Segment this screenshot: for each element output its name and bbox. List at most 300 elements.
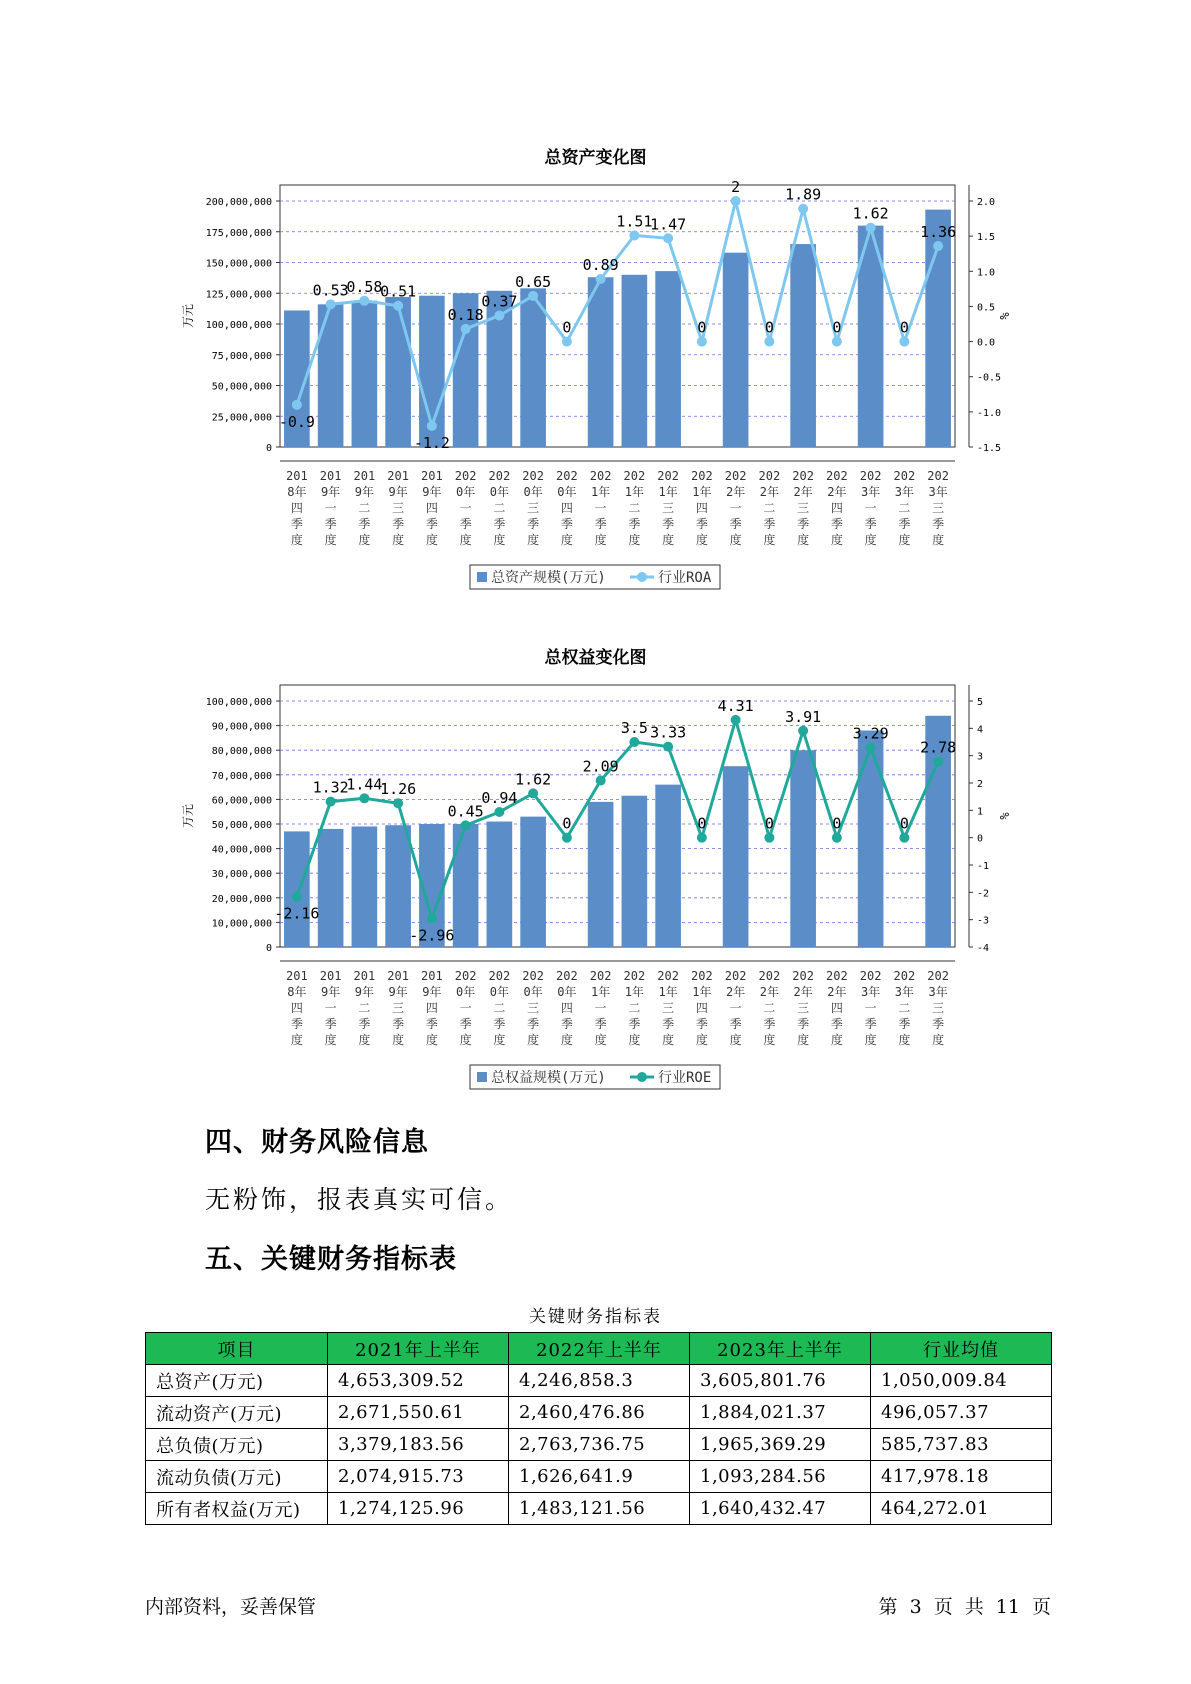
line-point [427,914,437,924]
x-tick-label: 度 [628,1033,641,1047]
line-point [629,737,639,747]
x-tick-label: 202 [556,969,578,983]
x-tick-label: 201 [319,469,342,483]
table-cell: 总资产(万元) [146,1365,328,1397]
x-tick-label: 二 [763,1001,776,1015]
x-tick-label: 二 [628,501,641,515]
data-label: 1.62 [852,204,889,223]
x-tick-label: 0年 [456,485,476,499]
x-tick-label: 2年 [793,485,813,499]
x-tick-label: 0年 [489,485,509,499]
x-tick-label: 度 [662,1033,675,1047]
line-point [663,233,673,243]
y-axis-label: 万元 [181,303,195,329]
table-cell: 总负债(万元) [146,1429,328,1461]
bar [453,824,479,947]
bar [588,802,614,947]
table-row [146,1461,1052,1493]
x-tick-label: 9年 [422,985,442,999]
line-point [764,337,774,347]
line-point [461,324,471,334]
y2-tick-label: 4 [977,724,984,736]
x-tick-label: 三 [932,1001,945,1015]
bar [318,829,344,947]
bar [790,750,816,947]
x-tick-label: 202 [691,469,713,483]
x-tick-label: 202 [691,969,713,983]
y-tick-label: 40,000,000 [211,844,272,856]
y2-tick-label: 2 [977,779,984,790]
y2-tick-label: -0.5 [977,372,1002,384]
x-tick-label: 季 [729,1017,742,1031]
x-tick-label: 202 [488,469,511,483]
data-label: 0.65 [515,272,552,291]
bar [723,253,749,447]
line-point [899,833,909,843]
data-label: 1.89 [785,185,822,204]
x-tick-label: 2年 [759,985,779,999]
x-tick-label: 度 [797,1033,810,1047]
legend-bar-swatch [477,572,487,582]
data-label: 1.36 [920,222,957,241]
data-label: 0 [832,318,842,337]
y2-axis-label: % [997,312,1011,320]
y2-tick-label: 5 [977,697,984,708]
bar [858,731,884,947]
x-tick-label: 四 [560,501,573,515]
line-point [866,223,876,233]
table-cell: 1,050,009.84 [871,1365,1052,1397]
x-tick-label: 季 [493,1017,506,1031]
y-tick-label: 60,000,000 [211,795,272,807]
x-tick-label: 202 [488,969,511,983]
table-cell: 2,763,736.75 [509,1429,690,1461]
x-tick-label: 度 [932,1033,945,1047]
data-label: 2.78 [920,738,957,757]
x-tick-label: 度 [695,1033,708,1047]
line-point [596,274,606,284]
data-label: 0.58 [346,277,383,296]
x-tick-label: 0年 [523,985,543,999]
x-tick-label: 度 [763,533,776,547]
x-tick-label: 季 [425,1017,438,1031]
data-label: 2 [731,178,741,196]
x-tick-label: 一 [594,501,607,515]
line-point [798,204,808,214]
bar [487,822,513,947]
x-tick-label: 度 [560,1033,573,1047]
x-tick-label: 季 [898,1017,911,1031]
x-tick-label: 三 [527,501,540,515]
x-tick-label: 度 [898,533,911,547]
x-tick-label: 度 [290,533,303,547]
x-tick-label: 四 [830,501,843,515]
x-tick-label: 202 [454,469,477,483]
line-point [832,833,842,843]
x-tick-label: 二 [358,1001,371,1015]
x-tick-label: 202 [927,969,949,983]
table-header-cell: 2023年上半年 [690,1333,871,1365]
x-tick-label: 1年 [658,985,678,999]
x-tick-label: 2年 [726,485,746,499]
line-point [798,726,808,736]
risk-body-text: 无粉饰，报表真实可信。 [205,1185,514,1214]
x-tick-label: 季 [662,517,675,531]
table-cell: 2,671,550.61 [328,1397,509,1429]
data-label: 2.09 [582,757,619,776]
x-tick-label: 二 [358,501,371,515]
x-tick-label: 202 [758,969,781,983]
x-tick-label: 三 [392,501,405,515]
line-point [933,757,943,767]
x-tick-label: 一 [324,1001,337,1015]
line-point [697,833,707,843]
x-tick-label: 度 [662,533,675,547]
x-tick-label: 季 [695,1017,708,1031]
x-tick-label: 一 [864,501,877,515]
y-tick-label: 200,000,000 [205,197,272,208]
data-label: 0.37 [481,292,518,311]
x-tick-label: 0年 [557,985,577,999]
data-label: 0 [562,814,572,833]
x-tick-label: 202 [927,469,949,483]
line-point [427,421,437,431]
x-tick-label: 202 [589,969,612,983]
x-tick-label: 202 [826,969,848,983]
table-caption: 关键财务指标表 [529,1307,662,1327]
line-point [629,230,639,240]
x-tick-label: 二 [898,1001,911,1015]
x-tick-label: 度 [290,1033,303,1047]
table-cell: 2,460,476.86 [509,1397,690,1429]
x-tick-label: 四 [830,1001,843,1015]
line-point [326,299,336,309]
x-tick-label: 201 [421,469,443,483]
table-row [146,1429,1052,1461]
x-tick-label: 2年 [827,485,847,499]
x-tick-label: 202 [589,469,612,483]
table-cell: 流动负债(万元) [146,1461,328,1493]
table-header-cell: 2021年上半年 [328,1333,509,1365]
x-tick-label: 度 [425,533,438,547]
x-tick-label: 201 [353,969,376,983]
table-cell: 1,626,641.9 [509,1461,690,1493]
x-tick-label: 二 [493,1001,506,1015]
data-label: 0 [697,318,707,337]
x-tick-label: 季 [594,517,607,531]
x-tick-label: 三 [797,501,810,515]
x-tick-label: 1年 [624,485,644,499]
x-tick-label: 9年 [422,485,442,499]
line-point [697,337,707,347]
x-tick-label: 202 [724,469,747,483]
x-tick-label: 9年 [321,985,341,999]
x-tick-label: 季 [358,1017,371,1031]
x-tick-label: 度 [898,1033,911,1047]
line-point [562,337,572,347]
bar [352,826,378,947]
x-tick-label: 季 [527,517,540,531]
x-tick-label: 202 [859,969,882,983]
x-tick-label: 201 [286,969,308,983]
x-tick-label: 季 [763,1017,776,1031]
x-tick-label: 1年 [591,485,611,499]
y2-tick-label: 0.5 [977,302,996,314]
x-tick-label: 季 [425,517,438,531]
x-tick-label: 201 [387,469,409,483]
table-cell: 1,640,432.47 [690,1493,871,1525]
x-tick-label: 202 [657,469,679,483]
y-tick-label: 80,000,000 [211,746,272,758]
data-label: 3.91 [785,707,822,726]
x-tick-label: 四 [695,501,708,515]
bar [352,301,378,447]
x-tick-label: 9年 [354,485,374,499]
data-label: 1.51 [616,212,653,231]
line-point [292,892,302,902]
y2-tick-label: -1.0 [977,407,1002,419]
x-tick-label: 8年 [287,985,307,999]
line-point [292,400,302,410]
y-tick-label: 100,000,000 [205,320,272,331]
x-tick-label: 201 [286,469,308,483]
y2-tick-label: 2.0 [977,197,996,208]
y2-tick-label: -3 [977,915,990,927]
data-label: -1.2 [413,433,450,452]
x-tick-label: 度 [459,533,472,547]
x-tick-label: 202 [522,969,544,983]
x-tick-label: 三 [662,1001,675,1015]
y-tick-label: 90,000,000 [211,721,272,733]
data-label: 3.29 [852,724,889,743]
x-tick-label: 度 [695,533,708,547]
table-cell: 417,978.18 [871,1461,1052,1493]
bar [655,271,681,447]
x-tick-label: 四 [560,1001,573,1015]
x-tick-label: 202 [556,469,578,483]
x-tick-label: 四 [290,1001,303,1015]
x-tick-label: 季 [527,1017,540,1031]
x-tick-label: 季 [594,1017,607,1031]
x-tick-label: 度 [527,1033,540,1047]
x-tick-label: 1年 [692,985,712,999]
x-tick-label: 一 [729,501,742,515]
x-tick-label: 度 [864,533,877,547]
x-tick-label: 201 [387,969,409,983]
y-tick-label: 0 [265,943,272,954]
x-tick-label: 3年 [861,485,881,499]
x-tick-label: 季 [358,517,371,531]
x-tick-label: 季 [628,517,641,531]
x-tick-label: 季 [628,1017,641,1031]
x-tick-label: 季 [695,517,708,531]
x-tick-label: 季 [392,517,405,531]
bar [385,825,411,947]
line-point [528,788,538,798]
table-cell: 3,379,183.56 [328,1429,509,1461]
x-tick-label: 度 [628,533,641,547]
bar [520,288,546,447]
data-label: -2.96 [409,926,455,945]
x-tick-label: 2年 [726,985,746,999]
x-tick-label: 四 [695,1001,708,1015]
x-tick-label: 3年 [894,485,914,499]
x-tick-label: 2年 [759,485,779,499]
x-tick-label: 度 [830,533,843,547]
table-cell: 1,884,021.37 [690,1397,871,1429]
x-tick-label: 四 [425,1001,438,1015]
legend-line-label: 行业ROA [658,570,712,586]
bar [318,304,344,447]
x-tick-label: 0年 [456,985,476,999]
x-tick-label: 度 [324,1033,337,1047]
x-tick-label: 8年 [287,485,307,499]
table-cell: 所有者权益(万元) [146,1493,328,1525]
section-heading-risk: 四、财务风险信息 [205,1127,429,1158]
assets-chart-svg [0,175,1191,595]
x-tick-label: 度 [358,533,371,547]
x-tick-label: 季 [797,1017,810,1031]
x-tick-label: 1年 [658,485,678,499]
table-header-cell: 2022年上半年 [509,1333,690,1365]
table-header-cell: 行业均值 [871,1333,1052,1365]
data-label: 1.26 [380,780,417,799]
x-tick-label: 季 [290,1017,303,1031]
data-label: 3.5 [620,719,648,737]
x-tick-label: 1年 [692,485,712,499]
x-tick-label: 一 [864,1001,877,1015]
table-cell: 1,274,125.96 [328,1493,509,1525]
x-tick-label: 201 [319,969,342,983]
x-tick-label: 季 [864,517,877,531]
x-tick-label: 一 [594,1001,607,1015]
x-tick-label: 度 [729,533,742,547]
line-point [731,196,741,206]
y-tick-label: 0 [265,443,272,454]
x-tick-label: 0年 [489,985,509,999]
y-tick-label: 50,000,000 [211,381,272,393]
x-tick-label: 2年 [827,985,847,999]
x-tick-label: 季 [830,1017,843,1031]
y2-tick-label: 1 [977,806,984,818]
data-label: 0.18 [447,305,484,324]
x-tick-label: 度 [560,533,573,547]
line-point [461,820,471,830]
x-tick-label: 202 [893,469,916,483]
data-label: 1.44 [346,775,383,794]
data-label: 0.51 [380,282,417,301]
table-cell: 4,246,858.3 [509,1365,690,1397]
x-tick-label: 三 [527,1001,540,1015]
line-point [393,798,403,808]
x-tick-label: 度 [459,1033,472,1047]
y2-axis-label: % [997,812,1011,820]
x-tick-label: 度 [797,533,810,547]
x-tick-label: 一 [324,501,337,515]
x-tick-label: 3年 [861,985,881,999]
x-tick-label: 三 [932,501,945,515]
y-tick-label: 10,000,000 [211,918,272,930]
x-tick-label: 0年 [523,485,543,499]
y-tick-label: 50,000,000 [211,820,272,831]
x-tick-label: 202 [623,469,646,483]
table-cell: 流动资产(万元) [146,1397,328,1429]
y-tick-label: 125,000,000 [205,289,272,301]
table-cell: 464,272.01 [871,1493,1052,1525]
x-tick-label: 季 [560,517,573,531]
y2-tick-label: -4 [977,943,990,954]
legend-line-label: 行业ROE [658,1070,712,1086]
line-point [359,296,369,306]
y2-tick-label: -1.5 [977,443,1002,454]
y2-tick-label: 0.0 [977,337,996,349]
bar [723,766,749,947]
x-tick-label: 季 [459,1017,472,1031]
x-tick-label: 202 [657,969,679,983]
data-label: 0.89 [582,256,619,275]
x-tick-label: 季 [662,1017,675,1031]
x-tick-label: 度 [932,533,945,547]
table-cell: 1,483,121.56 [509,1493,690,1525]
x-tick-label: 度 [392,533,405,547]
line-point [596,776,606,786]
x-tick-label: 四 [290,501,303,515]
x-tick-label: 9年 [388,485,408,499]
y-tick-label: 75,000,000 [211,350,272,362]
x-tick-label: 202 [623,969,646,983]
line-point [494,807,504,817]
x-tick-label: 度 [493,533,506,547]
x-tick-label: 201 [353,469,376,483]
x-tick-label: 季 [932,1017,945,1031]
x-tick-label: 一 [729,1001,742,1015]
y-tick-label: 20,000,000 [211,893,272,905]
x-tick-label: 度 [527,533,540,547]
data-label: 0 [697,814,707,833]
x-tick-label: 202 [724,969,747,983]
x-tick-label: 季 [459,517,472,531]
table-cell: 3,605,801.76 [690,1365,871,1397]
x-tick-label: 季 [932,517,945,531]
line-point [731,715,741,725]
bar [790,244,816,447]
x-tick-label: 季 [797,517,810,531]
y-tick-label: 150,000,000 [205,258,272,270]
line-point [494,311,504,321]
section-heading-indicators: 五、关键财务指标表 [205,1244,457,1275]
y-tick-label: 25,000,000 [211,412,272,424]
data-label: 0.94 [481,788,518,807]
table-cell: 1,965,369.29 [690,1429,871,1461]
x-tick-label: 度 [763,1033,776,1047]
y-tick-label: 100,000,000 [205,697,272,708]
bar [588,277,614,447]
x-tick-label: 202 [522,469,544,483]
data-label: 3.33 [650,723,687,742]
x-tick-label: 二 [493,501,506,515]
chart-title-equity: 总权益变化图 [544,648,647,668]
x-tick-label: 度 [594,1033,607,1047]
line-point [359,793,369,803]
data-label: 0 [562,318,572,337]
x-tick-label: 3年 [928,485,948,499]
table-header-cell: 项目 [146,1333,328,1365]
x-tick-label: 季 [560,1017,573,1031]
x-tick-label: 一 [459,1001,472,1015]
x-tick-label: 季 [830,517,843,531]
x-tick-label: 四 [425,501,438,515]
legend-bar-swatch [477,1072,487,1082]
